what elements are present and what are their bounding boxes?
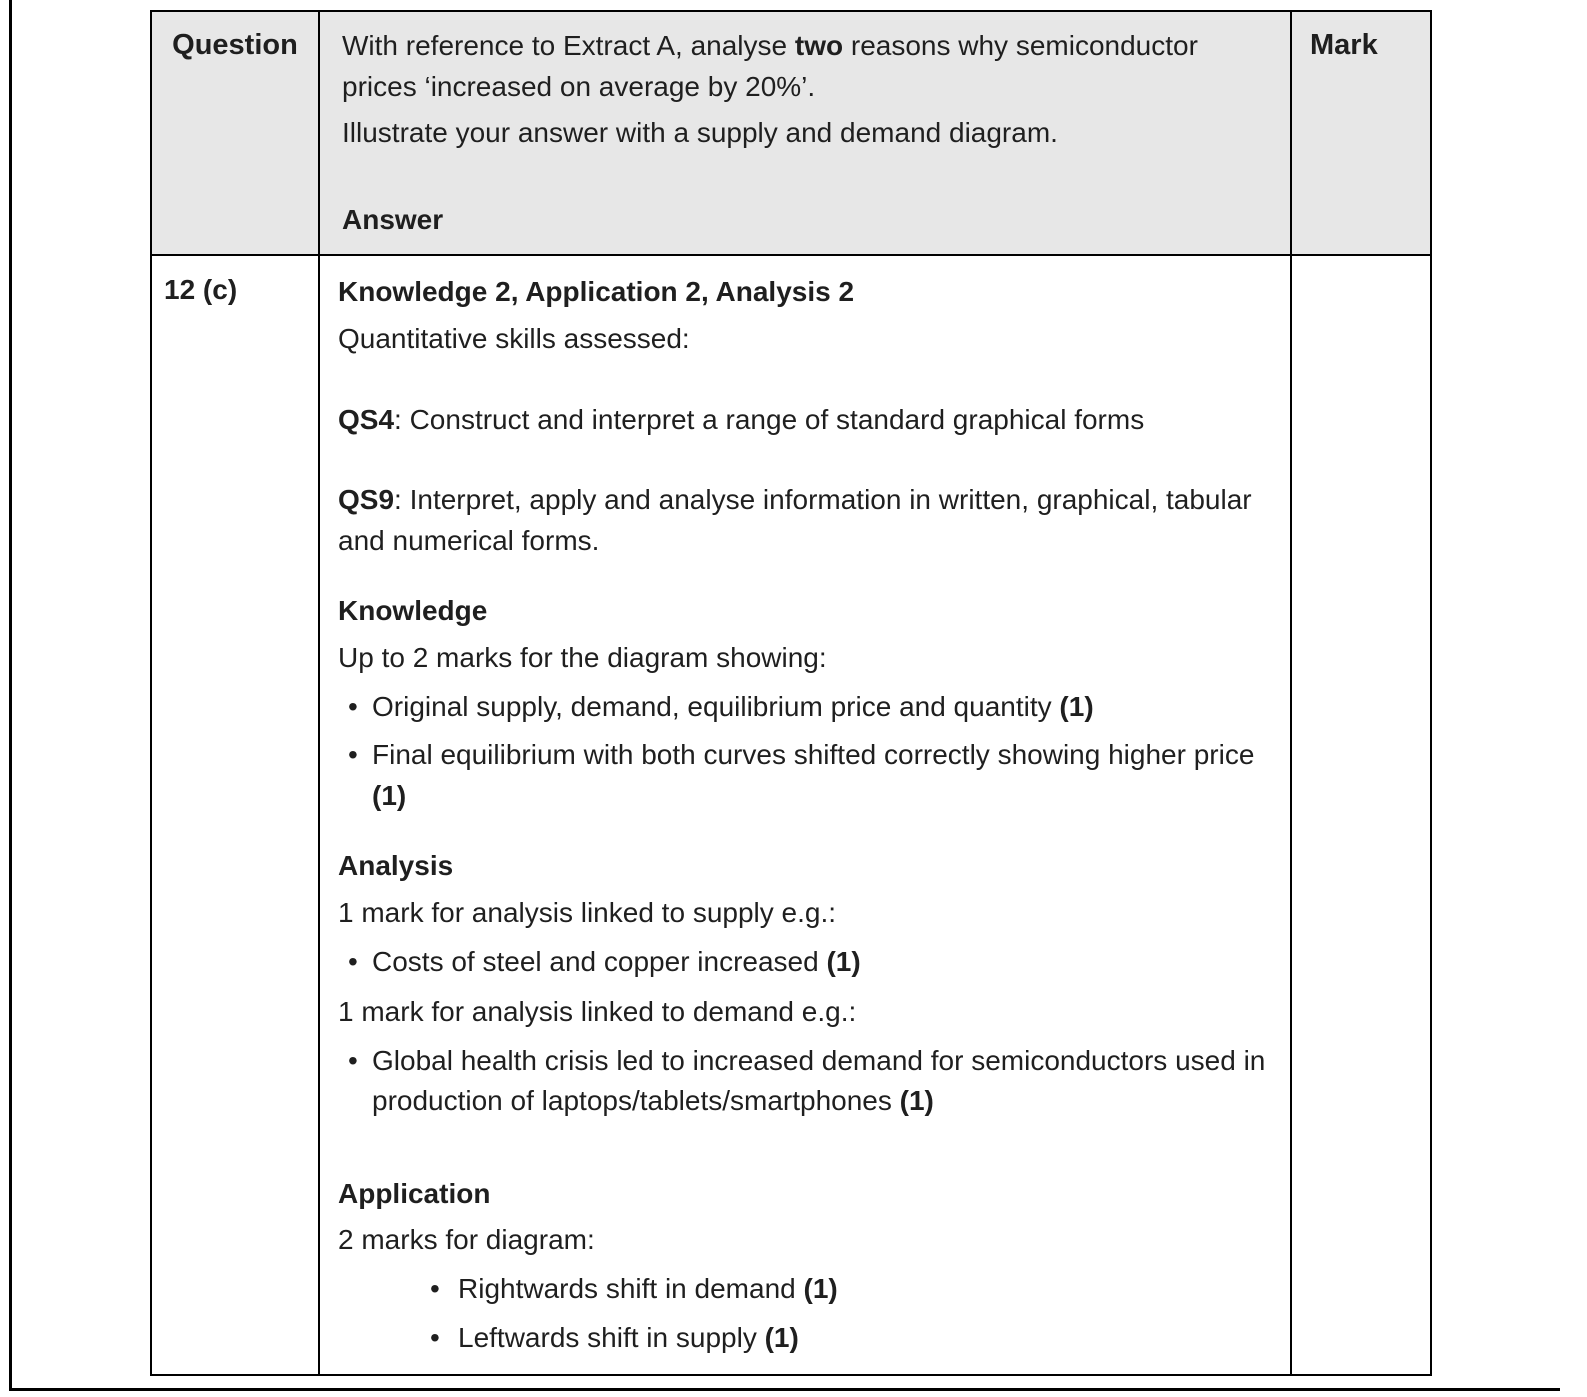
analysis-heading: Analysis	[338, 850, 454, 882]
mark-point: (1)	[803, 1273, 838, 1305]
question-text-bold: two	[794, 30, 844, 61]
analysis-supply-bullet-text	[372, 942, 1270, 983]
knowledge-heading: Knowledge	[338, 595, 488, 627]
qs9-line	[338, 480, 1270, 561]
qs4-text: : Construct and interpret a range of standard graphical forms	[394, 403, 1145, 435]
question-column-header: Question	[172, 29, 298, 61]
qs4-line	[338, 400, 1270, 441]
analysis-supply-bullet	[338, 942, 1270, 983]
knowledge-bullet-2	[338, 735, 1270, 816]
question-text-line1	[342, 26, 1268, 107]
question-text-pre: With reference to Extract A, analyse	[342, 30, 795, 61]
answer-label: Answer	[342, 203, 444, 235]
analysis-demand-bullet-text	[372, 1041, 1270, 1122]
bullet-icon: •	[430, 1321, 440, 1353]
bullet-text: Original supply, demand, equilibrium price and quantity	[372, 690, 1060, 722]
question-number: 12 (c)	[164, 274, 238, 306]
bullet-text: Global health crisis led to increased demand for semiconductors used in production of laptops/tablets/smartphones	[372, 1044, 1266, 1117]
question-text-line2: Illustrate your answer with a supply and demand diagram.	[342, 117, 1058, 149]
mark-column-header-cell	[1291, 11, 1431, 255]
mark-point: (1)	[1059, 690, 1094, 722]
question-column-header-cell	[151, 11, 319, 255]
knowledge-bullet-1-text	[372, 687, 1270, 728]
question-text-post: reasons why semiconductor prices ‘increased on average by 20%’.	[342, 30, 1198, 102]
answer-row	[151, 255, 1431, 1375]
qs4-label: QS4	[338, 403, 395, 435]
bullet-icon: •	[348, 945, 358, 977]
bullet-text: Rightwards shift in demand	[458, 1273, 804, 1305]
quantitative-skills-intro: Quantitative skills assessed:	[338, 322, 690, 354]
bullet-icon: •	[348, 739, 358, 771]
mark-column-header: Mark	[1310, 29, 1378, 61]
application-heading: Application	[338, 1177, 491, 1209]
question-text-cell	[319, 11, 1291, 255]
mark-point: (1)	[764, 1321, 799, 1353]
analysis-demand-bullet	[338, 1041, 1270, 1122]
analysis-demand-intro: 1 mark for analysis linked to demand e.g.:	[338, 996, 857, 1028]
answer-cell	[319, 255, 1291, 1375]
bullet-text: Costs of steel and copper increased	[372, 945, 827, 977]
application-bullet-2-text	[458, 1318, 1270, 1359]
knowledge-bullet-2-text	[372, 735, 1270, 816]
bullet-text: Final equilibrium with both curves shifted correctly showing higher price	[372, 739, 1255, 771]
table-header-row	[151, 11, 1431, 255]
bullet-icon: •	[348, 690, 358, 722]
bullet-icon: •	[430, 1273, 440, 1305]
application-bullet-1-text	[458, 1269, 1270, 1310]
mark-value-cell	[1291, 255, 1431, 1375]
knowledge-bullet-1	[338, 687, 1270, 728]
question-number-cell	[151, 255, 319, 1375]
bullet-text: Leftwards shift in supply	[458, 1321, 765, 1353]
knowledge-intro: Up to 2 marks for the diagram showing:	[338, 641, 827, 673]
marks-breakdown-heading: Knowledge 2, Application 2, Analysis 2	[338, 276, 855, 308]
qs9-text: : Interpret, apply and analyse information in written, graphical, tabular and numerical forms.	[338, 484, 1252, 556]
analysis-supply-intro: 1 mark for analysis linked to supply e.g.:	[338, 896, 837, 928]
mark-point: (1)	[899, 1085, 934, 1117]
mark-point: (1)	[372, 779, 407, 811]
application-bullet-2	[338, 1318, 1270, 1359]
bullet-icon: •	[348, 1044, 358, 1076]
mark-point: (1)	[826, 945, 861, 977]
qs9-label: QS9	[338, 484, 395, 516]
mark-scheme-table	[150, 10, 1432, 1376]
application-bullet-1	[338, 1269, 1270, 1310]
application-intro: 2 marks for diagram:	[338, 1224, 595, 1256]
